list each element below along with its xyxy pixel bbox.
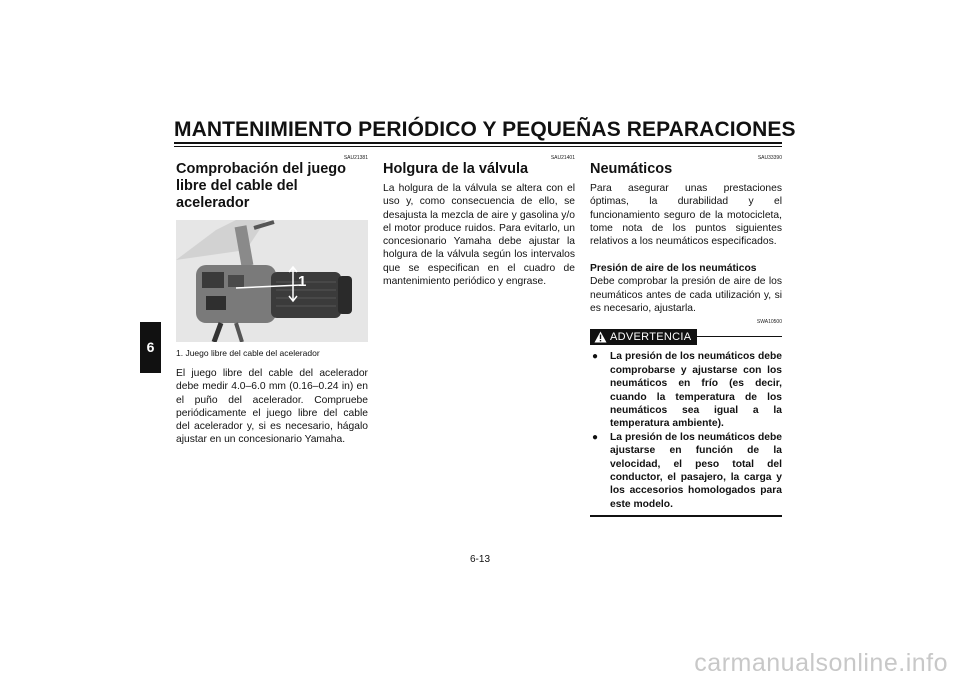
section-code: SAU21401 — [550, 155, 575, 161]
chapter-tab: 6 — [140, 322, 161, 373]
section-code: SAU33390 — [757, 155, 782, 161]
page-title: MANTENIMIENTO PERIÓDICO Y PEQUEÑAS REPARACIONES — [174, 118, 796, 141]
image-caption: 1. Juego libre del cable del acelerador — [176, 348, 320, 358]
warning-triangle-icon — [594, 331, 607, 343]
bullet-icon: ● — [592, 351, 599, 363]
subsection-heading: Presión de aire de los neumáticos — [590, 263, 757, 275]
warning-label: ADVERTENCIA — [610, 331, 692, 344]
section-throttle-cable — [176, 155, 368, 447]
image-callout-1: 1 — [298, 273, 307, 290]
title-rule-thin — [174, 146, 782, 147]
section-heading: Neumáticos — [590, 161, 673, 177]
warning-item: ● La presión de los neumáticos debe ajustarse en función de la velocidad, el peso total del conductor, el pasajero, la carga y los accesorios homologados para este modelo. — [592, 431, 782, 510]
throttle-grip-photo — [176, 220, 368, 342]
warning-badge — [590, 329, 697, 345]
warning-end-rule — [590, 515, 782, 517]
subsection-body: Debe comprobar la presión de aire de los neumáticos antes de cada utilización y, si es necesario, ajustarla. — [590, 276, 782, 315]
page-number: 6-13 — [469, 554, 490, 565]
warning-item: ● La presión de los neumáticos debe comprobarse y ajustarse con los neumáticos en frío (es decir, cuando la temperatura de los neumáticos sea igual a la temperatura ambiente). — [592, 351, 782, 430]
section-tires — [590, 155, 782, 517]
bullet-icon: ● — [592, 431, 599, 443]
section-heading: Holgura de la válvula — [383, 161, 529, 177]
warning-list — [590, 350, 782, 511]
section-heading: Comprobación del juego libre del cable del acelerador — [176, 161, 346, 211]
section-body: El juego libre del cable del acelerador debe medir 4.0–6.0 mm (0.16–0.24 in) en el puño del acelerador. Compruebe periódicamente el juego libre del cable del acelerador y, si es necesario, hágalo ajustar en un concesionario Yamaha. — [176, 368, 368, 446]
section-code: SAU21381 — [343, 155, 368, 161]
watermark: carmanualsonline.info — [694, 649, 948, 677]
section-body: La holgura de la válvula se altera con el uso y, como consecuencia de ello, se desajusta la mezcla de aire y gasolina y/o el motor produce ruidos. Para evitarlo, un concesionario Yamaha debe ajustar la holgura de la válvula según los intervalos que se especifican en el cuadro de mantenimiento periódico y engrase. — [383, 183, 575, 288]
warning-rule — [697, 336, 782, 337]
section-valve-clearance — [383, 155, 575, 288]
warning-header — [590, 329, 782, 345]
warning-code: SWA10500 — [756, 319, 782, 326]
title-rule-thick — [174, 142, 782, 144]
section-body: Para asegurar unas prestaciones óptimas, la durabilidad y el funcionamiento seguro de la motocicleta, tome nota de los puntos siguientes relativos a los neumáticos especificados. — [590, 183, 782, 248]
throttle-grip-illustration — [176, 220, 368, 342]
